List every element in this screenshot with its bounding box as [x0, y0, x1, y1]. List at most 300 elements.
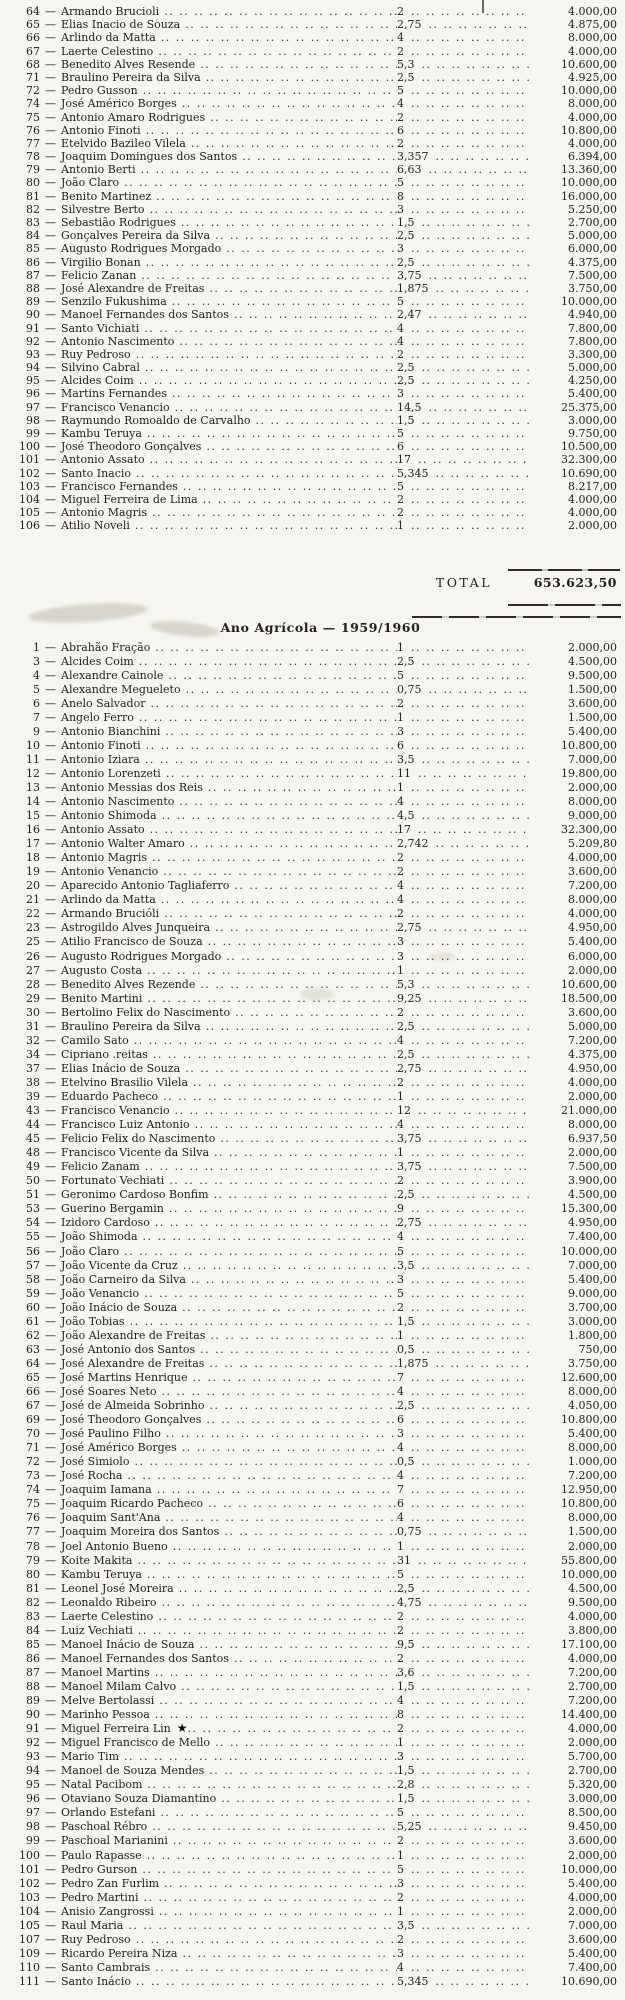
row-value: 4.950,00: [568, 1216, 617, 1230]
row-number: 43: [26, 1104, 40, 1118]
row-quantity: [397, 1652, 529, 1666]
dot-leader: [186, 683, 397, 697]
row-name: José Theodoro Gonçalves: [61, 440, 202, 454]
row-value: 17.100,00: [561, 1637, 617, 1651]
row-value: 4.500,00: [568, 1188, 617, 1202]
row-quantity: [397, 58, 529, 71]
table-row: [0, 1582, 625, 1596]
row-quantity: [397, 150, 529, 163]
dot-leader: [209, 282, 397, 295]
row-number: 78: [26, 1539, 40, 1553]
row-value: 5.250,00: [568, 202, 617, 216]
dot-leader: [181, 1680, 397, 1694]
table-row: [0, 1905, 625, 1919]
row-quantity: [397, 935, 529, 949]
row-name: Santo Inácio: [61, 1974, 132, 1988]
row-number: 28: [26, 977, 40, 991]
row-quantity: [397, 5, 529, 18]
dot-leader: [145, 753, 397, 767]
row-quantity: [397, 1947, 529, 1961]
row-name: Cipriano .reitas: [61, 1047, 148, 1061]
row-quantity: [397, 480, 529, 493]
row-number: 93: [26, 347, 40, 361]
dot-leader: [150, 203, 397, 216]
row-name: Fortunato Vechiati: [61, 1174, 165, 1188]
row-value: 1.500,00: [568, 682, 617, 696]
row-dash: —: [45, 1736, 56, 1750]
dot-leader: [411, 879, 529, 893]
dot-leader: [411, 711, 529, 725]
dot-leader: [146, 256, 397, 269]
row-quantity: [397, 1174, 529, 1188]
row-dash: —: [45, 710, 56, 724]
row-dash: —: [45, 1005, 56, 1019]
row-name: João Claro: [61, 1244, 120, 1258]
quantity-value: 4: [397, 31, 404, 45]
row-name: Antonio Iziara: [61, 752, 140, 766]
row-dash: —: [45, 97, 56, 111]
row-quantity: [397, 1582, 529, 1596]
dot-leader: [193, 1371, 397, 1385]
dot-leader: [411, 1441, 529, 1455]
row-name: Orlando Estefani: [61, 1806, 156, 1820]
row-dash: —: [45, 1230, 56, 1244]
table-row: [0, 1806, 625, 1820]
row-dash: —: [45, 123, 56, 137]
dot-leader: [411, 781, 529, 795]
row-dash: —: [45, 308, 56, 322]
row-value: 2.000,00: [568, 1848, 617, 1862]
row-quantity: [397, 1076, 529, 1090]
row-quantity: [397, 335, 529, 348]
dot-leader: [208, 1497, 397, 1511]
row-value: 4.940,00: [568, 308, 617, 322]
row-number: 6: [33, 696, 40, 710]
row-name: Alcides Coim: [61, 374, 134, 388]
row-value: 3.000,00: [568, 1314, 617, 1328]
row-quantity: [397, 697, 529, 711]
quantity-value: 2,75: [397, 921, 422, 935]
row-number: 4: [33, 668, 40, 682]
row-value: 13.360,00: [561, 163, 617, 177]
row-quantity: [397, 387, 529, 400]
row-number: 90: [26, 308, 40, 322]
row-number: 81: [26, 189, 40, 203]
dot-leader: [411, 1750, 529, 1764]
row-quantity: [397, 1273, 529, 1287]
row-dash: —: [45, 136, 56, 150]
row-quantity: [397, 203, 529, 216]
row-number: 75: [26, 1497, 40, 1511]
row-name: Antonio Amaro Rodrigues: [61, 110, 206, 124]
dot-leader: [159, 1905, 397, 1919]
quantity-value: 3: [397, 202, 404, 216]
dot-leader: [191, 1273, 397, 1287]
dot-leader: [179, 335, 397, 348]
quantity-value: 5: [397, 84, 404, 98]
row-name: Antonio Walter Amaro: [61, 837, 185, 851]
table-row: [0, 1919, 625, 1933]
row-number: 44: [26, 1118, 40, 1132]
dot-leader: [179, 1582, 397, 1596]
dot-leader: [136, 1975, 397, 1989]
dot-leader: [411, 1034, 529, 1048]
row-name: Anisio Zangrossi: [61, 1904, 154, 1918]
quantity-value: 2,47: [397, 308, 422, 322]
row-name: João Claro: [61, 176, 120, 190]
row-value: 4.000,00: [568, 1722, 617, 1736]
row-name: Marinho Pessoa: [61, 1708, 150, 1722]
row-quantity: [397, 1708, 529, 1722]
table-row: [0, 1455, 625, 1469]
row-value: 8.000,00: [568, 31, 617, 45]
row-number: 49: [26, 1160, 40, 1174]
row-number: 37: [26, 1061, 40, 1075]
row-number: 104: [19, 1904, 40, 1918]
row-quantity: [397, 1961, 529, 1975]
row-quantity: [397, 308, 529, 321]
row-dash: —: [45, 1258, 56, 1272]
row-number: 97: [26, 400, 40, 414]
total-value: 653.623,50: [533, 574, 617, 590]
dot-leader: [422, 229, 530, 242]
row-number: 74: [26, 1483, 40, 1497]
row-dash: —: [45, 893, 56, 907]
row-number: 96: [26, 1792, 40, 1806]
row-number: 82: [26, 1595, 40, 1609]
dot-leader: [146, 124, 397, 137]
dot-leader: [172, 295, 397, 308]
row-value: 3.300,00: [568, 347, 617, 361]
dot-leader: [411, 1174, 529, 1188]
dot-leader: [429, 269, 530, 282]
dot-leader: [161, 31, 397, 44]
row-name: Santo Cambrais: [61, 1960, 151, 1974]
dot-leader: [134, 1034, 397, 1048]
table-row: [0, 655, 625, 669]
table-row: [0, 1652, 625, 1666]
row-number: 12: [26, 766, 40, 780]
row-value: 12.950,00: [561, 1483, 617, 1497]
row-name: Antonio Magris: [61, 851, 148, 865]
row-name: Manoel de Souza Mendes: [61, 1764, 205, 1778]
row-quantity: [397, 1399, 529, 1413]
dot-leader: [411, 1273, 529, 1287]
row-name: Manoel Martins: [61, 1665, 150, 1679]
row-value: 4.000,00: [568, 1890, 617, 1904]
table-row: [0, 1343, 625, 1357]
quantity-value: 1,5: [397, 1764, 415, 1778]
dot-leader: [422, 1792, 530, 1806]
row-name: João Tobias: [61, 1314, 125, 1328]
row-name: José Alexandre de Freitas: [61, 1356, 205, 1370]
dot-leader: [422, 809, 530, 823]
dot-leader: [422, 1582, 530, 1596]
dot-leader: [195, 1118, 397, 1132]
table-row: [0, 1750, 625, 1764]
dot-leader: [182, 1301, 397, 1315]
row-name: Abrahão Fração: [61, 640, 151, 654]
row-number: 94: [26, 1764, 40, 1778]
row-quantity: [397, 823, 529, 837]
row-dash: —: [45, 1399, 56, 1413]
row-quantity: [397, 1104, 529, 1118]
row-value: 10.690,00: [561, 1974, 617, 1988]
row-number: 61: [26, 1314, 40, 1328]
row-quantity: [397, 427, 529, 440]
quantity-value: 3,5: [397, 1918, 415, 1932]
table-row: [0, 1680, 625, 1694]
dot-leader: [422, 1315, 530, 1329]
quantity-value: 17: [397, 453, 411, 467]
row-name: Bertolino Felix do Nascimento: [61, 1005, 231, 1019]
row-dash: —: [45, 110, 56, 124]
quantity-value: 5,345: [397, 466, 429, 480]
row-number: 67: [26, 1399, 40, 1413]
table-row: [0, 1596, 625, 1610]
row-number: 96: [26, 387, 40, 401]
row-number: 62: [26, 1328, 40, 1342]
row-dash: —: [45, 1651, 56, 1665]
row-quantity: [397, 1118, 529, 1132]
row-quantity: [397, 1849, 529, 1863]
row-name: João Venancio: [61, 1286, 140, 1300]
table-row: [0, 795, 625, 809]
row-value: 4.000,00: [568, 907, 617, 921]
row-dash: —: [45, 1370, 56, 1384]
row-name: Antonio Finoti: [61, 123, 141, 137]
dot-leader: [155, 1708, 397, 1722]
quantity-value: 1: [397, 1146, 404, 1160]
row-dash: —: [45, 31, 56, 45]
table-row: [0, 1849, 625, 1863]
table-row: [0, 493, 625, 506]
quantity-value: 1: [397, 1848, 404, 1862]
row-dash: —: [45, 400, 56, 414]
row-value: 4.000,00: [568, 506, 617, 520]
row-quantity: [397, 453, 529, 466]
row-name: Atilio Noveli: [61, 519, 130, 533]
row-dash: —: [45, 1314, 56, 1328]
row-number: 111: [19, 1974, 40, 1988]
row-quantity: [397, 1806, 529, 1820]
dot-leader: [206, 1020, 397, 1034]
row-number: 26: [26, 949, 40, 963]
dot-leader: [422, 1666, 530, 1680]
row-dash: —: [45, 413, 56, 427]
row-quantity: [397, 1483, 529, 1497]
row-name: Arlindo da Matta: [61, 31, 156, 45]
row-dash: —: [45, 1567, 56, 1581]
row-quantity: [397, 1596, 529, 1610]
row-name: Ruy Pedroso: [61, 347, 131, 361]
dot-leader: [411, 295, 529, 308]
row-dash: —: [45, 18, 56, 32]
table-row: [0, 1863, 625, 1877]
dot-leader: [422, 414, 530, 427]
row-quantity: [397, 1301, 529, 1315]
dot-leader: [152, 1820, 397, 1834]
row-value: 19.800,00: [561, 766, 617, 780]
table-row: [0, 111, 625, 124]
row-number: 80: [26, 176, 40, 190]
table-row: [0, 1006, 625, 1020]
dot-leader: [422, 256, 530, 269]
row-dash: —: [45, 519, 56, 533]
dot-leader: [429, 1216, 530, 1230]
quantity-value: 2,5: [397, 654, 415, 668]
row-name: Santo Inacio: [61, 466, 132, 480]
table-row: [0, 1624, 625, 1638]
table-row: [0, 753, 625, 767]
row-name: Etelvido Bazileo Vilela: [61, 136, 186, 150]
dot-leader: [128, 1919, 397, 1933]
row-dash: —: [45, 1300, 56, 1314]
row-quantity: [397, 1778, 529, 1792]
quantity-value: 2: [397, 851, 404, 865]
quantity-value: 3,75: [397, 268, 422, 282]
row-name: Felicio Zanam: [61, 1160, 140, 1174]
quantity-value: 1: [397, 1904, 404, 1918]
table-row: [0, 865, 625, 879]
table-row: [0, 348, 625, 361]
dot-leader: [215, 229, 397, 242]
dot-leader: [157, 1483, 397, 1497]
dot-leader: [200, 58, 397, 71]
row-name: Augusto Rodrigues Morgado: [61, 949, 222, 963]
row-value: 1.800,00: [568, 1328, 617, 1342]
row-number: 25: [26, 935, 40, 949]
row-name: Leonel José Moreira: [61, 1581, 174, 1595]
row-number: 34: [26, 1047, 40, 1061]
row-dash: —: [45, 189, 56, 203]
row-quantity: [397, 865, 529, 879]
row-number: 58: [26, 1272, 40, 1286]
dot-leader: [190, 837, 397, 851]
table-row: [0, 269, 625, 282]
quantity-value: 2: [397, 136, 404, 150]
dot-leader: [411, 907, 529, 921]
dot-leader: [411, 1202, 529, 1216]
table-row: [0, 837, 625, 851]
dot-leader: [147, 1778, 397, 1792]
row-dash: —: [45, 1146, 56, 1160]
quantity-value: 6: [397, 1413, 404, 1427]
row-name: Ruy Pedroso: [61, 1932, 131, 1946]
table-row: [0, 322, 625, 335]
dot-leader: [152, 851, 397, 865]
row-value: 2.000,00: [568, 640, 617, 654]
row-name: Manoel Inácio de Souza: [61, 1637, 195, 1651]
row-dash: —: [45, 334, 56, 348]
dot-leader: [155, 1216, 397, 1230]
table-row: [0, 31, 625, 44]
row-dash: —: [45, 1932, 56, 1946]
row-dash: —: [45, 1806, 56, 1820]
quantity-value: 5: [397, 1567, 404, 1581]
row-value: 4.000,00: [568, 1651, 617, 1665]
row-value: 4.000,00: [568, 136, 617, 150]
table-row: [0, 935, 625, 949]
quantity-value: 2: [397, 506, 404, 520]
row-number: 73: [26, 1469, 40, 1483]
row-quantity: [397, 440, 529, 453]
dot-leader: [422, 361, 530, 374]
row-value: 14.400,00: [561, 1708, 617, 1722]
row-value: 4.000,00: [568, 1609, 617, 1623]
row-value: 3.000,00: [568, 1792, 617, 1806]
table-row: [0, 1610, 625, 1624]
row-number: 86: [26, 1651, 40, 1665]
quantity-value: 12: [397, 1104, 411, 1118]
row-number: 38: [26, 1075, 40, 1089]
table-row: [0, 308, 625, 321]
dot-leader: [159, 1694, 397, 1708]
row-name: Melve Bertolassi: [61, 1694, 155, 1708]
quantity-value: 1: [397, 640, 404, 654]
row-value: 2.000,00: [568, 1146, 617, 1160]
quantity-value: 4: [397, 321, 404, 335]
dot-leader: [411, 97, 529, 110]
row-value: 10.500,00: [561, 440, 617, 454]
quantity-value: 9: [397, 1202, 404, 1216]
dot-leader: [411, 480, 529, 493]
table-row: [0, 506, 625, 519]
quantity-value: 3,5: [397, 752, 415, 766]
row-value: 7.200,00: [568, 1665, 617, 1679]
row-name: Martins Fernandes: [61, 387, 167, 401]
dot-leader: [411, 493, 529, 506]
row-number: 65: [26, 18, 40, 32]
dot-leader: [234, 1652, 397, 1666]
dot-leader: [436, 837, 530, 851]
table-row: [0, 964, 625, 978]
row-value: 3.750,00: [568, 1356, 617, 1370]
dot-leader: [422, 1778, 530, 1792]
dot-leader: [162, 1596, 397, 1610]
row-number: 22: [26, 907, 40, 921]
row-quantity: [397, 1146, 529, 1160]
quantity-value: 4: [397, 1384, 404, 1398]
row-value: 4.375,00: [568, 1047, 617, 1061]
dot-leader: [169, 1202, 397, 1216]
row-number: 88: [26, 281, 40, 295]
row-dash: —: [45, 479, 56, 493]
row-number: 77: [26, 136, 40, 150]
row-value: 2.700,00: [568, 1764, 617, 1778]
row-dash: —: [45, 1160, 56, 1174]
row-value: 10.800,00: [561, 1413, 617, 1427]
row-value: 7.200,00: [568, 1033, 617, 1047]
row-number: 89: [26, 1694, 40, 1708]
dot-leader: [411, 1905, 529, 1919]
table-row: [0, 71, 625, 84]
table-row: [0, 97, 625, 110]
row-name: Laerte Celestino: [61, 1609, 154, 1623]
quantity-value: 11: [397, 766, 411, 780]
row-value: 4.000,00: [568, 110, 617, 124]
row-name: José Martins Henrique: [61, 1370, 188, 1384]
dot-leader: [422, 71, 530, 84]
dot-leader: [143, 1230, 397, 1244]
row-dash: —: [45, 229, 56, 243]
row-name: Natal Pacibom: [61, 1778, 143, 1792]
row-dash: —: [45, 1061, 56, 1075]
row-dash: —: [45, 1946, 56, 1960]
dot-leader: [183, 480, 397, 493]
row-value: 4.000,00: [568, 44, 617, 58]
table-row: [0, 767, 625, 781]
